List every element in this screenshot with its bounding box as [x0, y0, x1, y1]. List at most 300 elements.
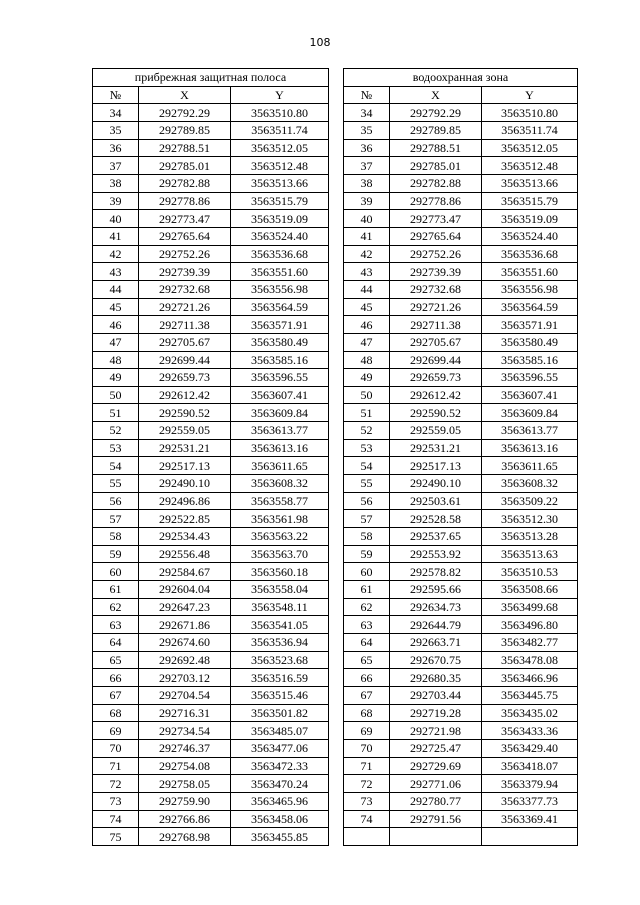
x-coordinate-cell: 292705.67 — [390, 333, 482, 351]
y-coordinate-cell: 3563551.60 — [231, 263, 329, 281]
table-row — [93, 492, 329, 510]
x-coordinate-cell: 292719.28 — [390, 704, 482, 722]
x-coordinate-cell: 292670.75 — [390, 651, 482, 669]
table-row — [93, 598, 329, 616]
table-row — [93, 828, 329, 846]
y-coordinate-cell: 3563563.22 — [231, 528, 329, 546]
y-coordinate-cell: 3563478.08 — [482, 651, 578, 669]
table-row — [344, 369, 578, 387]
x-coordinate-cell: 292663.71 — [390, 634, 482, 652]
y-coordinate-cell: 3563564.59 — [231, 298, 329, 316]
y-coordinate-cell: 3563445.75 — [482, 686, 578, 704]
y-coordinate-cell: 3563513.66 — [482, 174, 578, 192]
point-number-cell: 61 — [344, 581, 390, 599]
x-coordinate-cell: 292792.29 — [139, 104, 231, 122]
x-coordinate-cell: 292703.44 — [390, 686, 482, 704]
x-coordinate-cell: 292721.26 — [390, 298, 482, 316]
point-number-cell: 45 — [344, 298, 390, 316]
y-coordinate-cell: 3563511.74 — [482, 121, 578, 139]
table-row — [93, 704, 329, 722]
table-row — [93, 263, 329, 281]
x-coordinate-cell: 292754.08 — [139, 757, 231, 775]
x-coordinate-cell: 292556.48 — [139, 545, 231, 563]
y-coordinate-cell: 3563508.66 — [482, 581, 578, 599]
y-coordinate-cell: 3563512.05 — [231, 139, 329, 157]
point-number-cell: 34 — [344, 104, 390, 122]
table-row — [344, 333, 578, 351]
point-number-cell: 56 — [93, 492, 139, 510]
table-row — [344, 457, 578, 475]
y-coordinate-cell: 3563613.77 — [482, 422, 578, 440]
table-row — [344, 192, 578, 210]
coastal-protection-strip-table — [92, 68, 329, 846]
x-coordinate-cell: 292788.51 — [390, 139, 482, 157]
point-number-cell: 73 — [93, 792, 139, 810]
x-coordinate-cell: 292725.47 — [390, 739, 482, 757]
y-coordinate-cell: 3563418.07 — [482, 757, 578, 775]
y-coordinate-cell: 3563472.33 — [231, 757, 329, 775]
table-row — [344, 121, 578, 139]
point-number-cell: 50 — [93, 386, 139, 404]
y-coordinate-cell: 3563561.98 — [231, 510, 329, 528]
point-number-cell: 54 — [344, 457, 390, 475]
point-number-cell: 57 — [344, 510, 390, 528]
table-row — [344, 598, 578, 616]
y-coordinate-cell: 3563510.80 — [231, 104, 329, 122]
x-coordinate-cell: 292595.66 — [390, 581, 482, 599]
x-coordinate-cell: 292788.51 — [139, 139, 231, 157]
table-row — [344, 439, 578, 457]
table-row — [93, 439, 329, 457]
y-coordinate-cell: 3563524.40 — [482, 227, 578, 245]
y-coordinate-cell: 3563477.06 — [231, 739, 329, 757]
column-header-y: Y — [231, 86, 329, 104]
y-coordinate-cell: 3563536.94 — [231, 634, 329, 652]
x-coordinate-cell: 292771.06 — [390, 775, 482, 793]
table-row — [93, 351, 329, 369]
table-row — [344, 510, 578, 528]
y-coordinate-cell — [482, 828, 578, 846]
y-coordinate-cell: 3563482.77 — [482, 634, 578, 652]
x-coordinate-cell: 292711.38 — [139, 316, 231, 334]
point-number-cell: 38 — [93, 174, 139, 192]
table-row — [93, 757, 329, 775]
y-coordinate-cell: 3563513.66 — [231, 174, 329, 192]
table-row — [344, 157, 578, 175]
y-coordinate-cell: 3563548.11 — [231, 598, 329, 616]
x-coordinate-cell: 292534.43 — [139, 528, 231, 546]
table-row — [344, 651, 578, 669]
table-row — [93, 121, 329, 139]
y-coordinate-cell: 3563585.16 — [231, 351, 329, 369]
y-coordinate-cell: 3563524.40 — [231, 227, 329, 245]
table-row — [93, 333, 329, 351]
point-number-cell: 36 — [344, 139, 390, 157]
y-coordinate-cell: 3563564.59 — [482, 298, 578, 316]
y-coordinate-cell: 3563558.77 — [231, 492, 329, 510]
point-number-cell: 46 — [344, 316, 390, 334]
x-coordinate-cell: 292584.67 — [139, 563, 231, 581]
y-coordinate-cell: 3563551.60 — [482, 263, 578, 281]
point-number-cell: 34 — [93, 104, 139, 122]
x-coordinate-cell: 292773.47 — [390, 210, 482, 228]
y-coordinate-cell: 3563377.73 — [482, 792, 578, 810]
y-coordinate-cell: 3563458.06 — [231, 810, 329, 828]
x-coordinate-cell: 292604.04 — [139, 581, 231, 599]
table-row — [344, 739, 578, 757]
table-row — [344, 775, 578, 793]
y-coordinate-cell: 3563512.30 — [482, 510, 578, 528]
x-coordinate-cell: 292752.26 — [139, 245, 231, 263]
x-coordinate-cell: 292503.61 — [390, 492, 482, 510]
x-coordinate-cell: 292711.38 — [390, 316, 482, 334]
y-coordinate-cell: 3563519.09 — [231, 210, 329, 228]
y-coordinate-cell: 3563608.32 — [231, 475, 329, 493]
x-coordinate-cell: 292590.52 — [139, 404, 231, 422]
x-coordinate-cell: 292517.13 — [390, 457, 482, 475]
table-row — [93, 563, 329, 581]
x-coordinate-cell: 292765.64 — [139, 227, 231, 245]
point-number-cell: 62 — [344, 598, 390, 616]
y-coordinate-cell: 3563513.28 — [482, 528, 578, 546]
table-row — [93, 386, 329, 404]
table-row — [93, 810, 329, 828]
y-coordinate-cell: 3563556.98 — [482, 280, 578, 298]
point-number-cell: 35 — [93, 121, 139, 139]
point-number-cell: 41 — [93, 227, 139, 245]
point-number-cell: 61 — [93, 581, 139, 599]
point-number-cell: 46 — [93, 316, 139, 334]
point-number-cell: 47 — [344, 333, 390, 351]
table-row — [344, 210, 578, 228]
x-coordinate-cell: 292785.01 — [139, 157, 231, 175]
table-row — [344, 563, 578, 581]
y-coordinate-cell: 3563580.49 — [231, 333, 329, 351]
table-row — [344, 634, 578, 652]
y-coordinate-cell: 3563435.02 — [482, 704, 578, 722]
x-coordinate-cell: 292721.26 — [139, 298, 231, 316]
point-number-cell: 52 — [344, 422, 390, 440]
x-coordinate-cell: 292680.35 — [390, 669, 482, 687]
y-coordinate-cell: 3563515.79 — [482, 192, 578, 210]
point-number-cell: 63 — [344, 616, 390, 634]
x-coordinate-cell: 292634.73 — [390, 598, 482, 616]
y-coordinate-cell: 3563466.96 — [482, 669, 578, 687]
table-row — [344, 757, 578, 775]
y-coordinate-cell: 3563611.65 — [482, 457, 578, 475]
point-number-cell: 41 — [344, 227, 390, 245]
y-coordinate-cell: 3563429.40 — [482, 739, 578, 757]
y-coordinate-cell: 3563523.68 — [231, 651, 329, 669]
point-number-cell: 72 — [93, 775, 139, 793]
table-row — [344, 669, 578, 687]
x-coordinate-cell: 292732.68 — [139, 280, 231, 298]
point-number-cell: 68 — [93, 704, 139, 722]
x-coordinate-cell: 292739.39 — [390, 263, 482, 281]
point-number-cell: 60 — [93, 563, 139, 581]
table-row — [344, 722, 578, 740]
table-row — [344, 174, 578, 192]
x-coordinate-cell: 292778.86 — [390, 192, 482, 210]
y-coordinate-cell: 3563607.41 — [482, 386, 578, 404]
table-row — [93, 722, 329, 740]
x-coordinate-cell: 292644.79 — [390, 616, 482, 634]
x-coordinate-cell: 292531.21 — [390, 439, 482, 457]
x-coordinate-cell: 292704.54 — [139, 686, 231, 704]
y-coordinate-cell: 3563580.49 — [482, 333, 578, 351]
y-coordinate-cell: 3563563.70 — [231, 545, 329, 563]
table-row — [344, 828, 578, 846]
table-row — [93, 616, 329, 634]
y-coordinate-cell: 3563596.55 — [231, 369, 329, 387]
table-row — [344, 386, 578, 404]
x-coordinate-cell: 292699.44 — [390, 351, 482, 369]
x-coordinate-cell: 292659.73 — [390, 369, 482, 387]
point-number-cell: 43 — [93, 263, 139, 281]
y-coordinate-cell: 3563611.65 — [231, 457, 329, 475]
y-coordinate-cell: 3563509.22 — [482, 492, 578, 510]
point-number-cell: 74 — [344, 810, 390, 828]
point-number-cell: 51 — [93, 404, 139, 422]
point-number-cell: 50 — [344, 386, 390, 404]
point-number-cell: 66 — [344, 669, 390, 687]
x-coordinate-cell: 292528.58 — [390, 510, 482, 528]
x-coordinate-cell: 292716.31 — [139, 704, 231, 722]
table-row — [93, 192, 329, 210]
column-header-number: № — [93, 86, 139, 104]
x-coordinate-cell: 292522.85 — [139, 510, 231, 528]
table-row — [93, 104, 329, 122]
table-row — [344, 792, 578, 810]
table-title: водоохранная зона — [344, 69, 578, 87]
x-coordinate-cell: 292758.05 — [139, 775, 231, 793]
y-coordinate-cell: 3563558.04 — [231, 581, 329, 599]
point-number-cell: 39 — [344, 192, 390, 210]
y-coordinate-cell: 3563608.32 — [482, 475, 578, 493]
table-row — [93, 298, 329, 316]
point-number-cell: 52 — [93, 422, 139, 440]
y-coordinate-cell: 3563513.63 — [482, 545, 578, 563]
table-row — [93, 792, 329, 810]
table-row — [93, 739, 329, 757]
x-coordinate-cell: 292782.88 — [390, 174, 482, 192]
x-coordinate-cell: 292659.73 — [139, 369, 231, 387]
table-row — [93, 157, 329, 175]
column-header-number: № — [344, 86, 390, 104]
x-coordinate-cell: 292537.65 — [390, 528, 482, 546]
y-coordinate-cell: 3563510.53 — [482, 563, 578, 581]
table-row — [344, 104, 578, 122]
point-number-cell: 49 — [344, 369, 390, 387]
table-row — [93, 280, 329, 298]
water-protection-zone-table — [343, 68, 578, 846]
y-coordinate-cell: 3563560.18 — [231, 563, 329, 581]
table-row — [344, 810, 578, 828]
point-number-cell: 75 — [93, 828, 139, 846]
point-number-cell: 45 — [93, 298, 139, 316]
x-coordinate-cell: 292692.48 — [139, 651, 231, 669]
y-coordinate-cell: 3563609.84 — [482, 404, 578, 422]
x-coordinate-cell: 292759.90 — [139, 792, 231, 810]
point-number-cell: 38 — [344, 174, 390, 192]
table-row — [93, 651, 329, 669]
y-coordinate-cell: 3563607.41 — [231, 386, 329, 404]
point-number-cell: 69 — [344, 722, 390, 740]
point-number-cell: 54 — [93, 457, 139, 475]
y-coordinate-cell: 3563541.05 — [231, 616, 329, 634]
y-coordinate-cell: 3563519.09 — [482, 210, 578, 228]
point-number-cell: 40 — [93, 210, 139, 228]
table-row — [344, 263, 578, 281]
point-number-cell: 68 — [344, 704, 390, 722]
x-coordinate-cell — [390, 828, 482, 846]
point-number-cell: 59 — [344, 545, 390, 563]
y-coordinate-cell: 3563515.46 — [231, 686, 329, 704]
table-row — [344, 139, 578, 157]
point-number-cell: 37 — [344, 157, 390, 175]
point-number-cell: 67 — [93, 686, 139, 704]
point-number-cell: 73 — [344, 792, 390, 810]
y-coordinate-cell: 3563501.82 — [231, 704, 329, 722]
y-coordinate-cell: 3563433.36 — [482, 722, 578, 740]
table-row — [344, 227, 578, 245]
table-row — [344, 545, 578, 563]
x-coordinate-cell: 292789.85 — [139, 121, 231, 139]
x-coordinate-cell: 292705.67 — [139, 333, 231, 351]
point-number-cell: 48 — [93, 351, 139, 369]
table-row — [93, 457, 329, 475]
table-row — [93, 369, 329, 387]
point-number-cell: 62 — [93, 598, 139, 616]
x-coordinate-cell: 292496.86 — [139, 492, 231, 510]
y-coordinate-cell: 3563585.16 — [482, 351, 578, 369]
point-number-cell: 40 — [344, 210, 390, 228]
point-number-cell: 53 — [93, 439, 139, 457]
y-coordinate-cell: 3563536.68 — [482, 245, 578, 263]
x-coordinate-cell: 292785.01 — [390, 157, 482, 175]
table-row — [344, 404, 578, 422]
table-row — [93, 210, 329, 228]
x-coordinate-cell: 292789.85 — [390, 121, 482, 139]
y-coordinate-cell: 3563512.48 — [231, 157, 329, 175]
y-coordinate-cell: 3563571.91 — [231, 316, 329, 334]
point-number-cell: 70 — [344, 739, 390, 757]
table-row — [93, 686, 329, 704]
point-number-cell: 36 — [93, 139, 139, 157]
y-coordinate-cell: 3563379.94 — [482, 775, 578, 793]
table-row — [344, 616, 578, 634]
y-coordinate-cell: 3563536.68 — [231, 245, 329, 263]
x-coordinate-cell: 292490.10 — [390, 475, 482, 493]
point-number-cell: 64 — [344, 634, 390, 652]
table-row — [344, 245, 578, 263]
point-number-cell: 69 — [93, 722, 139, 740]
point-number-cell: 37 — [93, 157, 139, 175]
table-row — [93, 245, 329, 263]
table-row — [93, 528, 329, 546]
point-number-cell: 63 — [93, 616, 139, 634]
x-coordinate-cell: 292559.05 — [139, 422, 231, 440]
point-number-cell: 35 — [344, 121, 390, 139]
table-row — [344, 351, 578, 369]
point-number-cell: 44 — [93, 280, 139, 298]
table-row — [344, 686, 578, 704]
table-row — [93, 775, 329, 793]
y-coordinate-cell: 3563613.77 — [231, 422, 329, 440]
table-row — [93, 510, 329, 528]
point-number-cell: 66 — [93, 669, 139, 687]
table-row — [344, 475, 578, 493]
table-row — [93, 316, 329, 334]
table-row — [93, 139, 329, 157]
y-coordinate-cell: 3563485.07 — [231, 722, 329, 740]
table-row — [93, 669, 329, 687]
table-row — [344, 422, 578, 440]
x-coordinate-cell: 292559.05 — [390, 422, 482, 440]
point-number-cell: 55 — [93, 475, 139, 493]
x-coordinate-cell: 292768.98 — [139, 828, 231, 846]
point-number-cell: 67 — [344, 686, 390, 704]
column-header-x: X — [390, 86, 482, 104]
x-coordinate-cell: 292612.42 — [139, 386, 231, 404]
point-number-cell: 43 — [344, 263, 390, 281]
point-number-cell: 71 — [344, 757, 390, 775]
y-coordinate-cell: 3563516.59 — [231, 669, 329, 687]
y-coordinate-cell: 3563596.55 — [482, 369, 578, 387]
x-coordinate-cell: 292734.54 — [139, 722, 231, 740]
y-coordinate-cell: 3563511.74 — [231, 121, 329, 139]
y-coordinate-cell: 3563465.96 — [231, 792, 329, 810]
x-coordinate-cell: 292729.69 — [390, 757, 482, 775]
point-number-cell: 65 — [93, 651, 139, 669]
x-coordinate-cell: 292490.10 — [139, 475, 231, 493]
point-number-cell: 58 — [344, 528, 390, 546]
x-coordinate-cell: 292553.92 — [390, 545, 482, 563]
page-number: 108 — [309, 36, 331, 49]
x-coordinate-cell: 292703.12 — [139, 669, 231, 687]
x-coordinate-cell: 292752.26 — [390, 245, 482, 263]
point-number-cell: 55 — [344, 475, 390, 493]
column-header-x: X — [139, 86, 231, 104]
x-coordinate-cell: 292578.82 — [390, 563, 482, 581]
x-coordinate-cell: 292647.23 — [139, 598, 231, 616]
point-number-cell: 64 — [93, 634, 139, 652]
y-coordinate-cell: 3563515.79 — [231, 192, 329, 210]
x-coordinate-cell: 292590.52 — [390, 404, 482, 422]
x-coordinate-cell: 292778.86 — [139, 192, 231, 210]
y-coordinate-cell: 3563571.91 — [482, 316, 578, 334]
point-number-cell: 58 — [93, 528, 139, 546]
point-number-cell: 70 — [93, 739, 139, 757]
table-row — [93, 404, 329, 422]
y-coordinate-cell: 3563512.48 — [482, 157, 578, 175]
table-row — [93, 174, 329, 192]
point-number-cell: 49 — [93, 369, 139, 387]
x-coordinate-cell: 292792.29 — [390, 104, 482, 122]
column-header-y: Y — [482, 86, 578, 104]
x-coordinate-cell: 292699.44 — [139, 351, 231, 369]
point-number-cell: 47 — [93, 333, 139, 351]
x-coordinate-cell: 292773.47 — [139, 210, 231, 228]
point-number-cell: 59 — [93, 545, 139, 563]
table-row — [344, 528, 578, 546]
point-number-cell: 74 — [93, 810, 139, 828]
point-number-cell: 71 — [93, 757, 139, 775]
x-coordinate-cell: 292746.37 — [139, 739, 231, 757]
table-row — [93, 581, 329, 599]
x-coordinate-cell: 292780.77 — [390, 792, 482, 810]
table-row — [344, 492, 578, 510]
